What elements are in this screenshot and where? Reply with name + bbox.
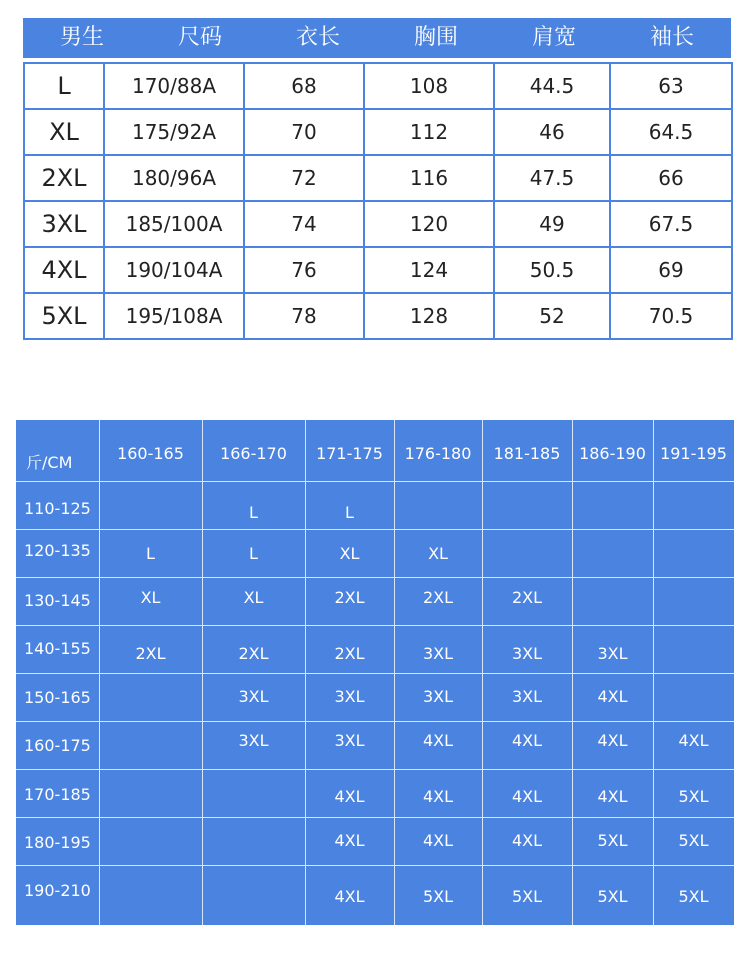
fit-chart [16, 420, 734, 925]
table-cell: 120 [364, 201, 494, 247]
table-cell: 52 [494, 293, 610, 339]
size-recommendation: 2XL [511, 588, 543, 607]
size-recommendation: 3XL [422, 687, 454, 706]
table-row [24, 109, 732, 155]
corner-label: 斤/CM [26, 453, 73, 472]
table-cell: 76 [244, 247, 364, 293]
table-row [24, 201, 732, 247]
table-cell: 108 [364, 63, 494, 109]
table-row [24, 247, 732, 293]
table-row [24, 293, 732, 339]
size-label: 4XL [24, 247, 104, 293]
table-cell: 46 [494, 109, 610, 155]
height-range-header: 191-195 [660, 444, 727, 463]
header-chest: 胸围 [413, 25, 458, 50]
weight-range-label: 180-195 [24, 833, 91, 852]
size-recommendation: 4XL [334, 831, 365, 850]
table-cell: 66 [610, 155, 732, 201]
header-sleeve: 袖长 [649, 25, 694, 50]
size-label: 3XL [24, 201, 104, 247]
size-recommendation: 5XL [511, 887, 543, 906]
table-cell: 170/88A [104, 63, 244, 109]
header-length: 衣长 [295, 25, 340, 50]
table-cell: 180/96A [104, 155, 244, 201]
table-cell: 49 [494, 201, 610, 247]
size-recommendation: 4XL [678, 731, 709, 750]
size-recommendation: 5XL [678, 787, 709, 806]
header-gender: 男生 [59, 25, 104, 50]
weight-range-label: 110-125 [24, 499, 91, 518]
grid-line [16, 817, 734, 818]
size-recommendation: 5XL [597, 887, 628, 906]
size-recommendation: 5XL [678, 831, 709, 850]
size-recommendation: 2XL [334, 644, 365, 663]
table-row [24, 155, 732, 201]
size-table-header [23, 18, 731, 58]
size-recommendation: 4XL [334, 887, 365, 906]
size-recommendation: 4XL [511, 731, 543, 750]
weight-range-label: 190-210 [24, 881, 91, 900]
size-recommendation: 5XL [678, 887, 709, 906]
grid-line [16, 625, 734, 626]
table-cell: 70.5 [610, 293, 732, 339]
table-cell: 190/104A [104, 247, 244, 293]
size-label: 5XL [24, 293, 104, 339]
size-recommendation: 5XL [422, 887, 454, 906]
size-recommendation: 3XL [238, 731, 269, 750]
size-recommendation: 3XL [334, 731, 365, 750]
size-recommendation: L [146, 544, 155, 563]
weight-range-label: 120-135 [24, 541, 91, 560]
header-size-code: 尺码 [177, 25, 222, 50]
height-range-header: 186-190 [579, 444, 646, 463]
size-recommendation: 3XL [422, 644, 454, 663]
table-cell: 44.5 [494, 63, 610, 109]
table-cell: 116 [364, 155, 494, 201]
weight-range-label: 160-175 [24, 736, 91, 755]
size-recommendation: L [249, 503, 258, 522]
table-cell: 74 [244, 201, 364, 247]
table-cell: 63 [610, 63, 732, 109]
table-cell: 195/108A [104, 293, 244, 339]
size-table-body [23, 62, 733, 340]
size-recommendation: 4XL [511, 831, 543, 850]
size-recommendation: 3XL [597, 644, 628, 663]
size-recommendation: 4XL [511, 787, 543, 806]
size-recommendation: XL [339, 544, 360, 563]
height-range-header: 171-175 [316, 444, 383, 463]
size-recommendation: 2XL [422, 588, 454, 607]
table-cell: 124 [364, 247, 494, 293]
grid-line [16, 673, 734, 674]
height-range-header: 160-165 [117, 444, 184, 463]
height-range-header: 166-170 [220, 444, 287, 463]
size-recommendation: XL [428, 544, 448, 563]
grid-line [16, 481, 734, 482]
grid-line [16, 865, 734, 866]
size-label: L [24, 63, 104, 109]
size-recommendation: 4XL [422, 787, 454, 806]
header-shoulder: 肩宽 [531, 25, 576, 50]
table-cell: 128 [364, 293, 494, 339]
size-recommendation: L [345, 503, 354, 522]
size-recommendation: XL [140, 588, 161, 607]
table-cell: 69 [610, 247, 732, 293]
grid-line [16, 721, 734, 722]
grid-line [16, 769, 734, 770]
table-cell: 50.5 [494, 247, 610, 293]
size-table [23, 18, 731, 340]
size-recommendation: 2XL [135, 644, 166, 663]
weight-range-label: 150-165 [24, 688, 91, 707]
table-cell: 112 [364, 109, 494, 155]
table-cell: 70 [244, 109, 364, 155]
size-recommendation: 4XL [597, 787, 628, 806]
grid-line [16, 577, 734, 578]
size-recommendation: 2XL [238, 644, 269, 663]
table-cell: 185/100A [104, 201, 244, 247]
table-cell: 68 [244, 63, 364, 109]
grid-line [16, 529, 734, 530]
size-recommendation: 2XL [334, 588, 365, 607]
size-label: XL [24, 109, 104, 155]
table-cell: 67.5 [610, 201, 732, 247]
size-recommendation: 3XL [511, 687, 543, 706]
table-cell: 64.5 [610, 109, 732, 155]
size-recommendation: L [249, 544, 258, 563]
table-row [24, 63, 732, 109]
size-recommendation: 3XL [511, 644, 543, 663]
size-recommendation: 4XL [422, 731, 454, 750]
table-cell: 78 [244, 293, 364, 339]
size-recommendation: 4XL [597, 731, 628, 750]
size-recommendation: XL [243, 588, 264, 607]
size-recommendation: 3XL [334, 687, 365, 706]
table-cell: 175/92A [104, 109, 244, 155]
size-recommendation: 3XL [238, 687, 269, 706]
size-recommendation: 4XL [422, 831, 454, 850]
size-recommendation: 4XL [597, 687, 628, 706]
table-cell: 47.5 [494, 155, 610, 201]
height-range-header: 176-180 [404, 444, 472, 463]
weight-range-label: 130-145 [24, 591, 91, 610]
weight-range-label: 170-185 [24, 785, 91, 804]
weight-range-label: 140-155 [24, 639, 91, 658]
size-recommendation: 4XL [334, 787, 365, 806]
table-cell: 72 [244, 155, 364, 201]
size-recommendation: 5XL [597, 831, 628, 850]
height-range-header: 181-185 [493, 444, 561, 463]
size-label: 2XL [24, 155, 104, 201]
